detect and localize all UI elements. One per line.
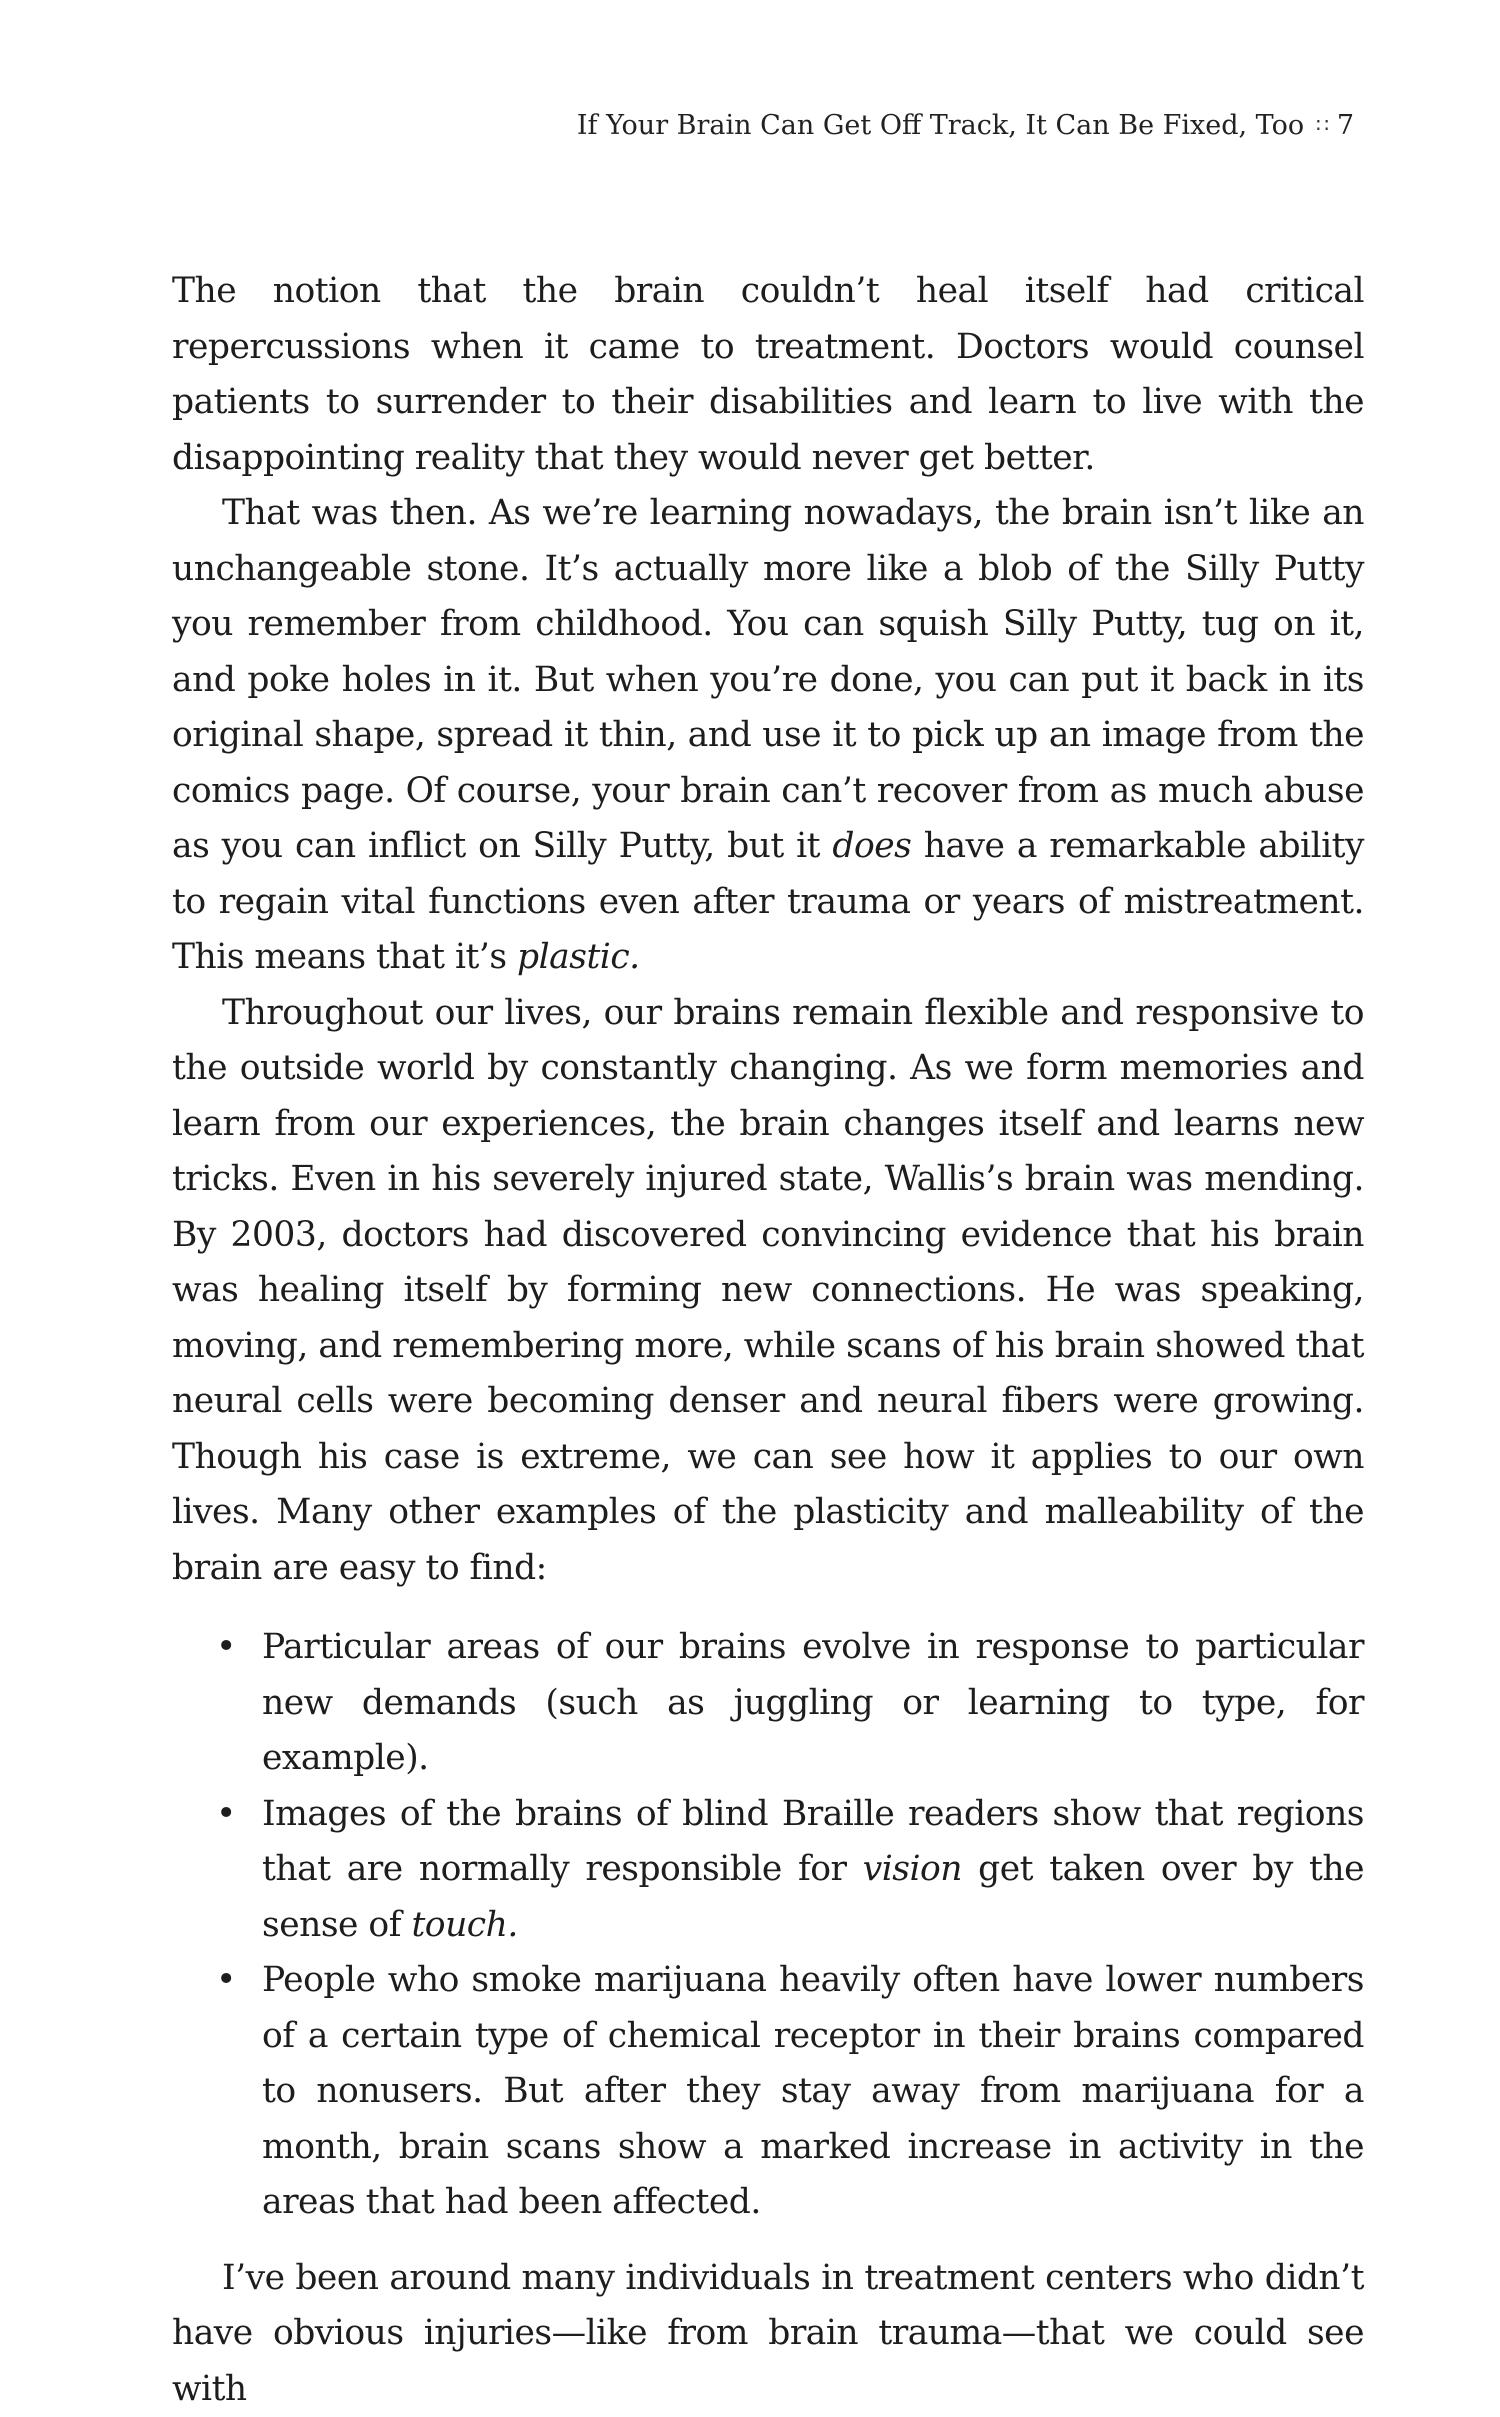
running-title: If Your Brain Can Get Off Track, It Can Be Fixed, Too	[577, 110, 1304, 141]
paragraph-1: The notion that the brain couldn’t heal itself had critical repercussions when it came to treatment. Doctors would counsel patients to surrender to their disabilities and learn to live with the disappointing reality that they would never get better.	[172, 264, 1364, 486]
emphasis-does: does	[832, 826, 911, 866]
body-text	[172, 264, 1364, 2417]
list-item-text-b: get taken over by the sense of	[262, 1849, 1364, 1945]
emphasis-plastic: plastic.	[517, 937, 640, 977]
paragraph-3: Throughout our lives, our brains remain flexible and responsive to the outside world by constantly changing. As we form memories and learn from our experiences, the brain changes itself and learns new tricks. Even in his severely injured state, Wallis’s brain was mending. By 2003, doctors had discovered convincing evidence that his brain was healing itself by forming new connections. He was speaking, moving, and remembering more, while scans of his brain showed that neural cells were becoming denser and neural fibers were growing. Though his case is extreme, we can see how it applies to our own lives. Many other examples of the plasticity and malleability of the brain are easy to find:	[172, 986, 1364, 1597]
list-item-text: People who smoke marijuana heavily often have lower numbers of a certain type of chemical receptor in their brains compared to nonusers. But after they stay away from marijuana for a month, brain scans show a marked increase in activity in the areas that had been affected.	[262, 1960, 1364, 2222]
emphasis-touch: touch.	[411, 1905, 517, 1945]
example-list	[172, 1620, 1364, 2231]
paragraph-4: I’ve been around many individuals in treatment centers who didn’t have obvious injuries—like from brain trauma—that we could see with	[172, 2251, 1364, 2417]
running-head	[577, 107, 1354, 144]
paragraph-2	[172, 486, 1364, 986]
list-item-text-a: Images of the brains of blind Braille readers show that regions that are normally responsible for	[262, 1794, 1364, 1890]
emphasis-vision: vision	[863, 1849, 962, 1889]
paragraph-2-text-b: have a remarkable ability to regain vital functions even after trauma or years of mistreatment. This means that it’s	[172, 826, 1364, 977]
paragraph-2-text-a: That was then. As we’re learning nowadays, the brain isn’t like an unchangeable stone. It’s actually more like a blob of the Silly Putty you remember from childhood. You can squish Silly Putty, tug on it, and poke holes in it. But when you’re done, you can put it back in its original shape, spread it thin, and use it to pick up an image from the comics page. Of course, your brain can’t recover from as much abuse as you can inflict on Silly Putty, but it	[172, 493, 1364, 866]
list-item-text: Particular areas of our brains evolve in response to particular new demands (such as juggling or learning to type, for example).	[262, 1627, 1364, 1778]
bullet-icon: •	[216, 1620, 236, 1676]
list-item	[172, 1953, 1364, 2231]
bullet-icon: •	[216, 1953, 236, 2009]
bullet-icon: •	[216, 1787, 236, 1843]
page-number: 7	[1337, 110, 1354, 141]
list-item	[172, 1620, 1364, 1787]
ornament-icon: ∷	[1316, 107, 1329, 143]
list-item	[172, 1787, 1364, 1954]
